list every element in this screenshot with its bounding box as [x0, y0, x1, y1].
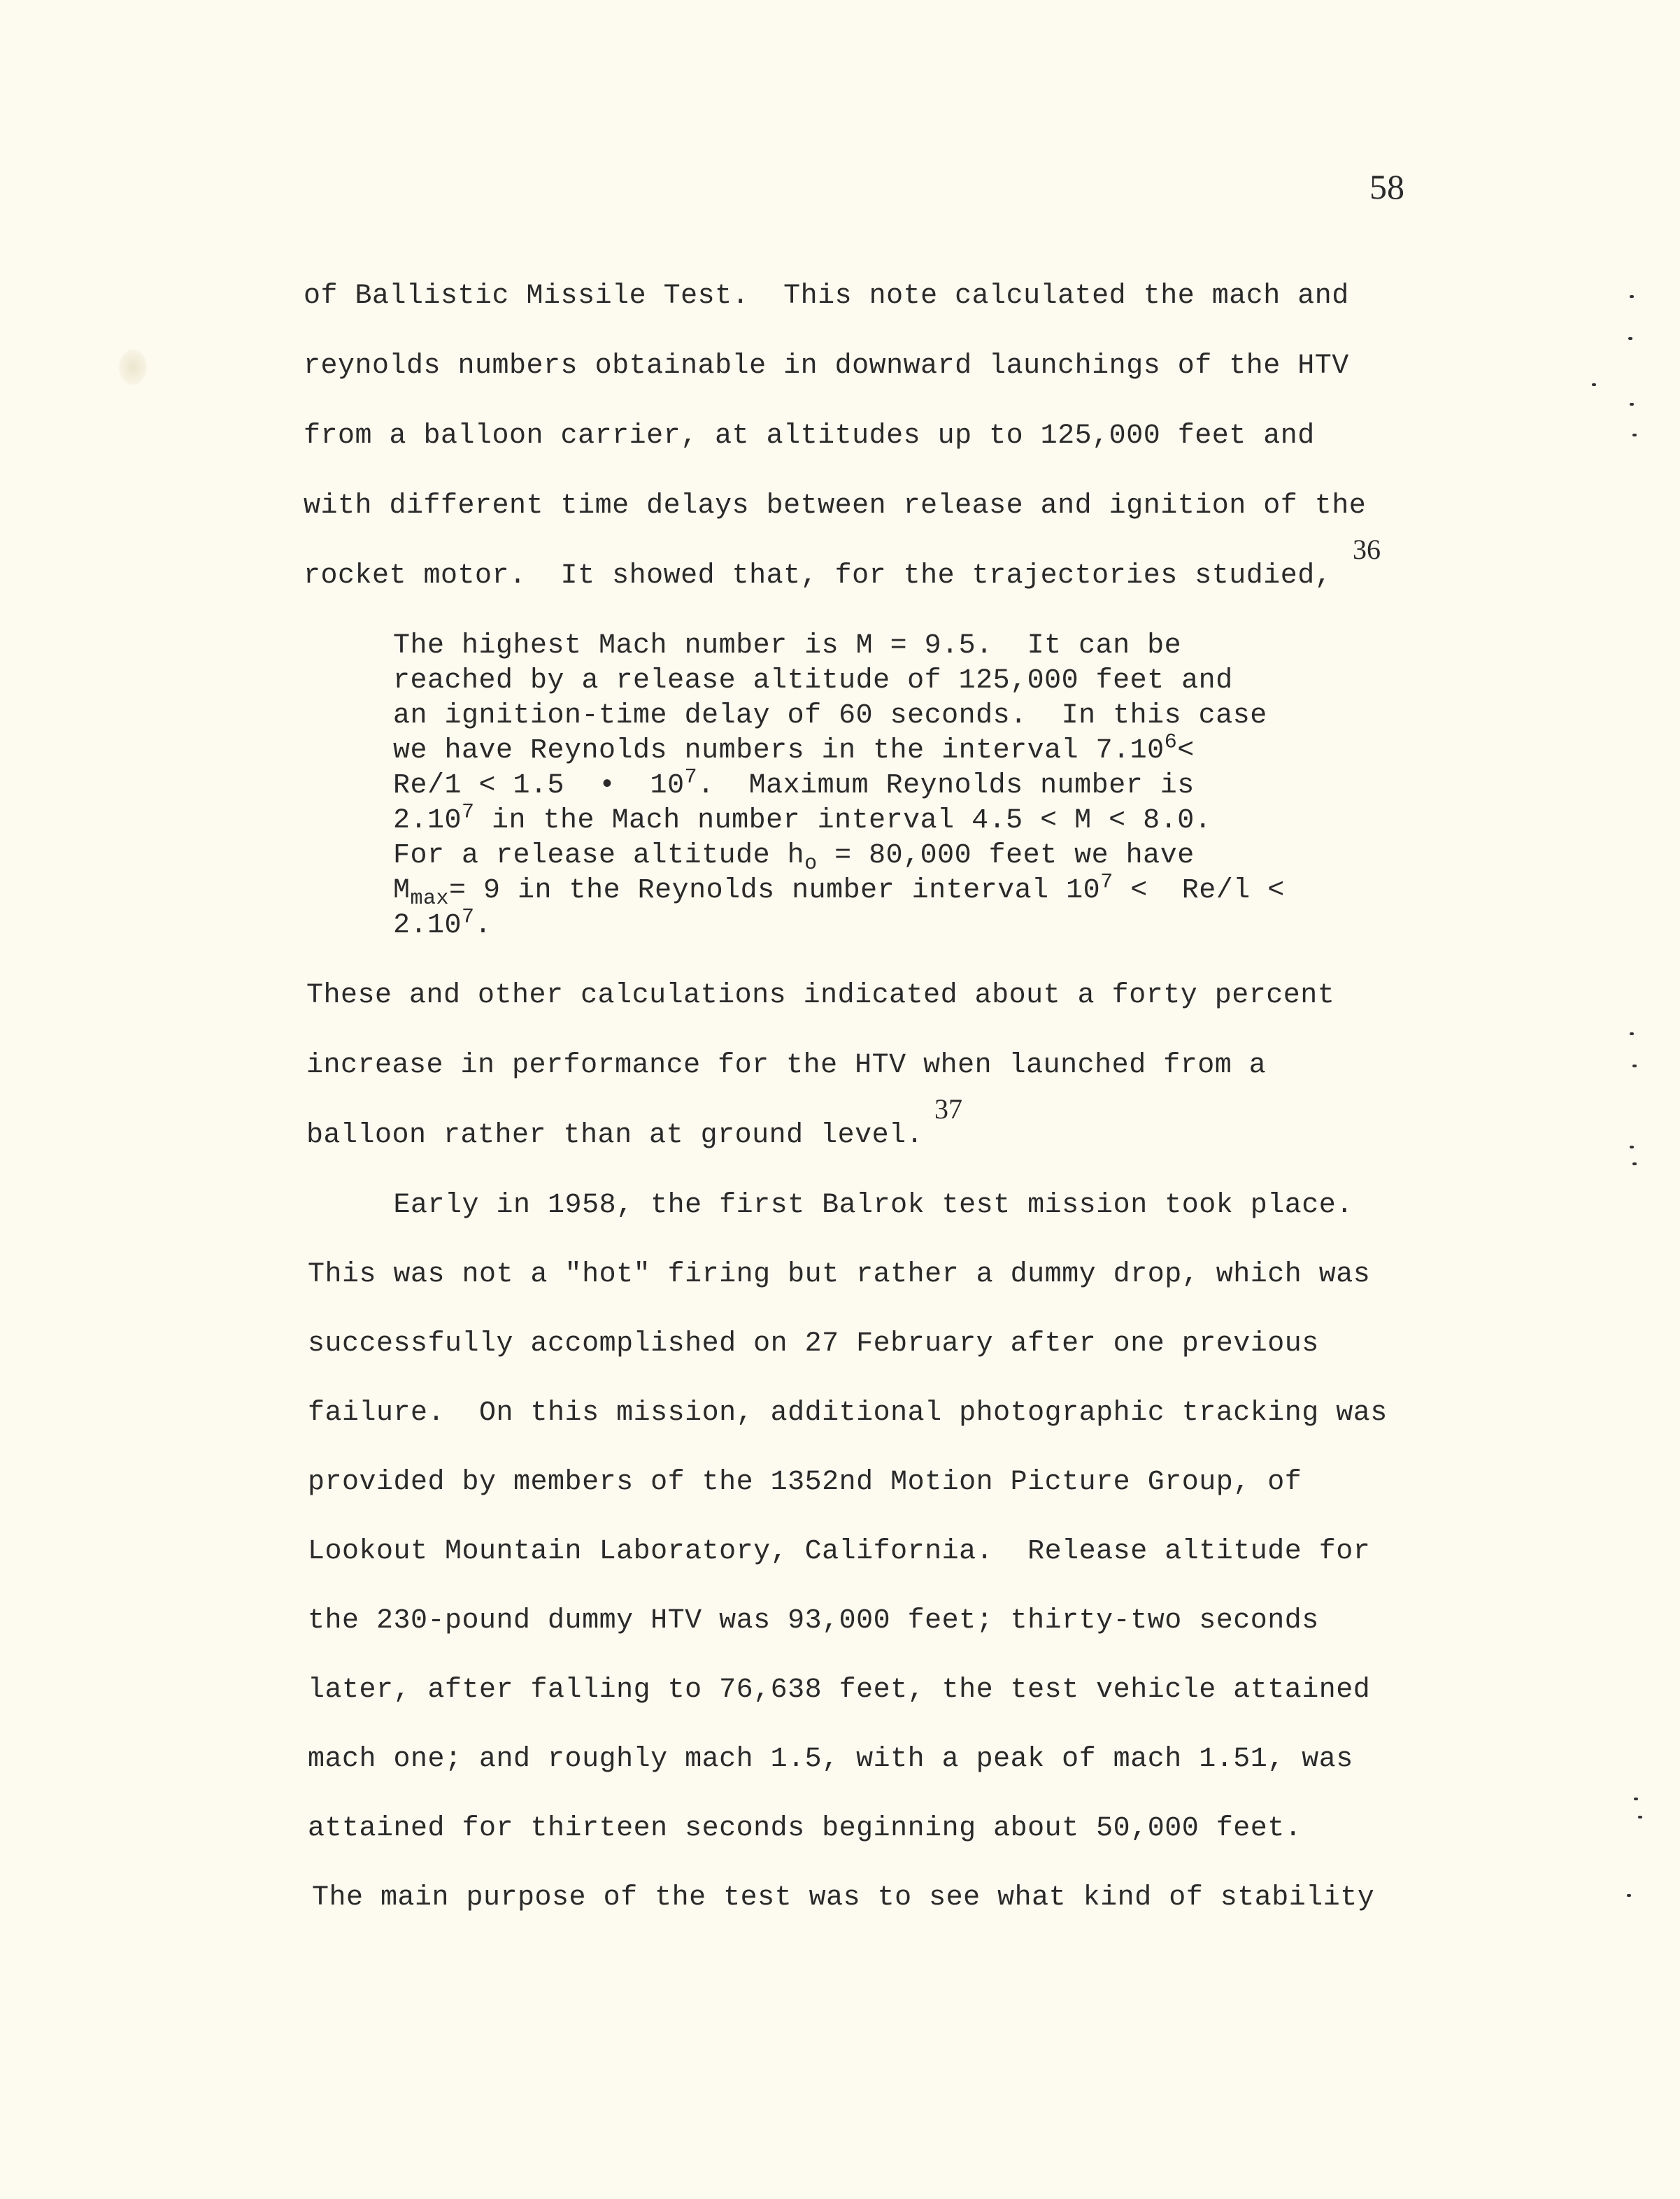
text-line: successfully accomplished on 27 February after one previous	[308, 1328, 1319, 1360]
quote-line	[393, 905, 492, 943]
quote-line	[393, 870, 1285, 911]
quote-text: <	[1177, 735, 1195, 767]
text-line: increase in performance for the HTV when launched from a	[306, 1050, 1267, 1081]
margin-speck	[1592, 383, 1596, 386]
quote-line	[393, 800, 1212, 838]
margin-speck	[1634, 1798, 1638, 1800]
quote-text: M	[393, 875, 411, 906]
margin-speck	[1638, 1816, 1642, 1819]
text-line: of Ballistic Missile Test. This note calculated the mach and	[304, 280, 1349, 312]
quote-line: reached by a release altitude of 125,000 feet and	[393, 665, 1233, 697]
exponent: 6	[1164, 730, 1178, 755]
exponent: 7	[462, 800, 475, 825]
margin-speck	[1632, 1162, 1637, 1165]
text-line: balloon rather than at ground level.	[306, 1120, 924, 1151]
quote-text: 2.10	[393, 805, 462, 837]
quote-line: an ignition-time delay of 60 seconds. In this case	[393, 700, 1267, 732]
quote-text: < Re/l <	[1113, 875, 1285, 906]
quote-text: 2.10	[393, 910, 462, 941]
quote-text: . Maximum Reynolds number is	[697, 770, 1195, 802]
text-line: later, after falling to 76,638 feet, the test vehicle attained	[308, 1674, 1371, 1706]
margin-speck	[1630, 295, 1634, 298]
margin-speck	[1630, 1032, 1634, 1035]
quote-line	[393, 839, 1195, 876]
text-line: the 230-pound dummy HTV was 93,000 feet; thirty-two seconds	[308, 1605, 1319, 1637]
text-line: mach one; and roughly mach 1.5, with a peak of mach 1.51, was	[308, 1744, 1353, 1775]
exponent: 7	[462, 905, 475, 930]
text-line: attained for thirteen seconds beginning about 50,000 feet.	[308, 1813, 1302, 1844]
text-line: Lookout Mountain Laboratory, California. Release altitude for	[308, 1536, 1371, 1567]
text-line: failure. On this mission, additional photographic tracking was	[308, 1397, 1388, 1429]
quote-line	[393, 765, 1195, 803]
footnote-marker: 36	[1353, 534, 1381, 565]
text-line: with different time delays between release and ignition of the	[304, 490, 1367, 522]
quote-text: = 9 in the Reynolds number interval 10	[449, 875, 1101, 906]
quote-line: The highest Mach number is M = 9.5. It can be	[393, 630, 1182, 662]
text-line: The main purpose of the test was to see what kind of stability	[312, 1882, 1375, 1914]
margin-speck	[1627, 1894, 1631, 1897]
text-line: provided by members of the 1352nd Motion Picture Group, of	[308, 1467, 1302, 1498]
subscript: o	[804, 852, 818, 876]
quote-text: .	[474, 910, 492, 941]
margin-speck	[1630, 403, 1634, 406]
text-line: This was not a "hot" firing but rather a dummy drop, which was	[308, 1259, 1371, 1290]
subscript: max	[410, 887, 450, 911]
quote-text: For a release altitude h	[393, 840, 805, 871]
quote-text: Re/1 < 1.5 • 10	[393, 770, 685, 802]
page-number: 58	[1369, 167, 1404, 206]
text-line: These and other calculations indicated about a forty percent	[306, 980, 1335, 1011]
margin-speck	[1632, 1065, 1637, 1067]
text-line: rocket motor. It showed that, for the trajectories studied,	[304, 560, 1332, 592]
quote-line	[393, 730, 1195, 768]
exponent: 7	[684, 765, 698, 790]
margin-speck	[1630, 1146, 1634, 1148]
quote-text: we have Reynolds numbers in the interval 7.10	[393, 735, 1165, 767]
text-line: from a balloon carrier, at altitudes up to 125,000 feet and	[304, 420, 1315, 452]
paper-stain	[119, 350, 147, 385]
text-line: reynolds numbers obtainable in downward launchings of the HTV	[304, 350, 1349, 382]
exponent: 7	[1100, 870, 1113, 895]
text-line: Early in 1958, the first Balrok test mission took place.	[308, 1190, 1353, 1221]
footnote-marker: 37	[934, 1093, 962, 1125]
margin-speck	[1628, 337, 1632, 340]
quote-text: = 80,000 feet we have	[817, 840, 1195, 871]
quote-text: in the Mach number interval 4.5 < M < 8.0.	[474, 805, 1212, 837]
margin-speck	[1632, 434, 1637, 436]
